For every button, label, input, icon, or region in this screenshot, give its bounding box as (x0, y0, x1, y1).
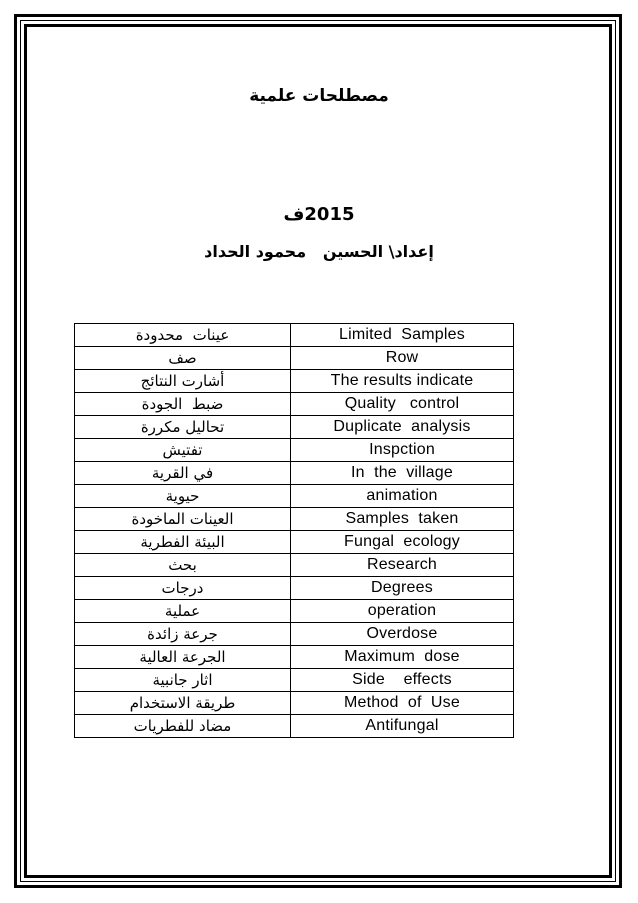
english-term-cell: In the village (291, 462, 514, 485)
english-term-cell: Row (291, 347, 514, 370)
arabic-term-cell: صف (75, 347, 291, 370)
arabic-term-cell: تحاليل مكررة (75, 416, 291, 439)
glossary-table (74, 323, 514, 738)
glossary-row (75, 577, 514, 600)
arabic-term-cell: بحث (75, 554, 291, 577)
glossary-row (75, 715, 514, 738)
english-term-cell: Duplicate analysis (291, 416, 514, 439)
glossary-row (75, 692, 514, 715)
arabic-term-cell: حيوية (75, 485, 291, 508)
arabic-term-cell: درجات (75, 577, 291, 600)
arabic-term-cell: عملية (75, 600, 291, 623)
document-title: مصطلحات علمية (249, 86, 389, 106)
english-term-cell: animation (291, 485, 514, 508)
english-term-cell: Samples taken (291, 508, 514, 531)
arabic-term-cell: البيئة الفطرية (75, 531, 291, 554)
glossary-row (75, 600, 514, 623)
english-term-cell: Overdose (291, 623, 514, 646)
document-author: إعداد\ الحسين محمود الحداد (204, 242, 434, 261)
english-term-cell: Research (291, 554, 514, 577)
english-term-cell: Side effects (291, 669, 514, 692)
english-term-cell: Limited Samples (291, 324, 514, 347)
glossary-row (75, 416, 514, 439)
english-term-cell: Fungal ecology (291, 531, 514, 554)
glossary-row (75, 347, 514, 370)
arabic-term-cell: جرعة زائدة (75, 623, 291, 646)
glossary-row (75, 485, 514, 508)
glossary-row (75, 393, 514, 416)
glossary-row (75, 623, 514, 646)
arabic-term-cell: أشارت النتائج (75, 370, 291, 393)
english-term-cell: operation (291, 600, 514, 623)
arabic-term-cell: تفتيش (75, 439, 291, 462)
arabic-term-cell: اثار جانبية (75, 669, 291, 692)
document-year: 2015ف (283, 204, 355, 225)
english-term-cell: Inspction (291, 439, 514, 462)
arabic-term-cell: الجرعة العالية (75, 646, 291, 669)
glossary-row (75, 508, 514, 531)
english-term-cell: Method of Use (291, 692, 514, 715)
glossary-row (75, 531, 514, 554)
english-term-cell: Antifungal (291, 715, 514, 738)
arabic-term-cell: العينات الماخودة (75, 508, 291, 531)
glossary-row (75, 439, 514, 462)
arabic-term-cell: مضاد للفطريات (75, 715, 291, 738)
arabic-term-cell: في القرية (75, 462, 291, 485)
glossary-row (75, 646, 514, 669)
arabic-term-cell: طريقة الاستخدام (75, 692, 291, 715)
glossary-row (75, 669, 514, 692)
english-term-cell: The results indicate (291, 370, 514, 393)
glossary-row (75, 324, 514, 347)
english-term-cell: Degrees (291, 577, 514, 600)
english-term-cell: Maximum dose (291, 646, 514, 669)
arabic-term-cell: عينات محدودة (75, 324, 291, 347)
english-term-cell: Quality control (291, 393, 514, 416)
glossary-row (75, 554, 514, 577)
glossary-row (75, 370, 514, 393)
arabic-term-cell: ضبط الجودة (75, 393, 291, 416)
glossary-row (75, 462, 514, 485)
glossary-table-body (75, 324, 514, 738)
